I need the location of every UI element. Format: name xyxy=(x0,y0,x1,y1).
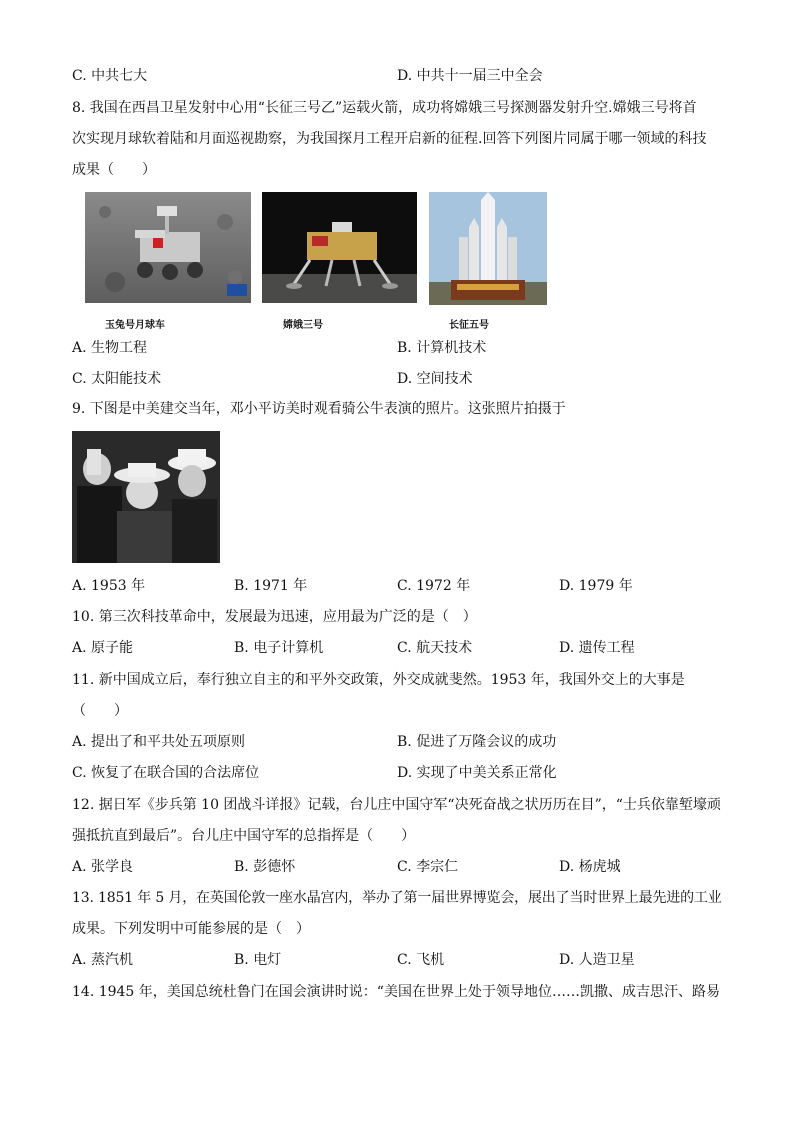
deng-xiaoping-photo xyxy=(72,431,220,563)
caption-change3: 嫦娥三号 xyxy=(283,320,323,331)
option-d: D. 1979 年 xyxy=(559,578,633,594)
option-c: C. 航天技术 xyxy=(397,640,473,656)
q9-stem-line1: 9. 下图是中美建交当年，邓小平访美时观看骑公牛表演的照片。这张照片拍摄于 xyxy=(72,401,566,417)
option-b: B. 电子计算机 xyxy=(234,640,324,656)
option-d: D. 人造卫星 xyxy=(559,952,635,968)
option-a: A. 1953 年 xyxy=(72,578,146,594)
q11-stem-line1: 11. 新中国成立后，奉行独立自主的和平外交政策，外交成就斐然。1953 年，我国外交上的大事是 xyxy=(72,672,685,688)
option-a: A. 蒸汽机 xyxy=(72,952,134,968)
q11-stem-line2: （ ） xyxy=(72,703,128,719)
option-b: B. 计算机技术 xyxy=(397,340,487,356)
option-a: A. 张学良 xyxy=(72,859,134,875)
q13-stem-line1: 13. 1851 年 5 月，在英国伦敦一座水晶宫内，举办了第一届世界博览会，展出了当时世界上最先进的工业 xyxy=(72,890,722,906)
option-d: D. 杨虎城 xyxy=(559,859,621,875)
option-c: C. 太阳能技术 xyxy=(72,371,162,387)
long-march-5-image xyxy=(429,192,547,305)
option-b: B. 1971 年 xyxy=(234,578,308,594)
q8-stem-line2: 次实现月球软着陆和月面巡视勘察，为我国探月工程开启新的征程.回答下列图片同属于哪一领域的科技 xyxy=(72,131,707,147)
option-b: B. 促进了万隆会议的成功 xyxy=(397,734,557,750)
q12-stem-line1: 12. 据日军《步兵第 10 团战斗详报》记载，台儿庄中国守军“决死奋战之状历历在目”，“士兵依靠堑壕顽 xyxy=(72,797,721,813)
option-d: D. 中共十一届三中全会 xyxy=(397,68,543,84)
q8-stem-line1: 8. 我国在西昌卫星发射中心用“长征三号乙”运载火箭，成功将嫦娥三号探测器发射升空.嫦娥三号将首 xyxy=(72,100,697,116)
option-d: D. 遗传工程 xyxy=(559,640,635,656)
option-c: C. 飞机 xyxy=(397,952,445,968)
option-a: A. 提出了和平共处五项原则 xyxy=(72,734,246,750)
option-c: C. 李宗仁 xyxy=(397,859,459,875)
q8-stem-line3: 成果（ ） xyxy=(72,162,156,178)
option-c: C. 1972 年 xyxy=(397,578,471,594)
caption-yutu: 玉兔号月球车 xyxy=(105,320,165,331)
change3-lander-image xyxy=(262,192,417,303)
option-c: C. 中共七大 xyxy=(72,68,148,84)
q13-stem-line2: 成果。下列发明中可能参展的是（ ） xyxy=(72,921,310,937)
option-d: D. 实现了中美关系正常化 xyxy=(397,765,557,781)
option-d: D. 空间技术 xyxy=(397,371,473,387)
yutu-rover-image xyxy=(85,192,251,303)
q10-stem-line1: 10. 第三次科技革命中，发展最为迅速，应用最为广泛的是（ ） xyxy=(72,609,477,625)
option-a: A. 原子能 xyxy=(72,640,134,656)
option-b: B. 电灯 xyxy=(234,952,282,968)
caption-long-march-5: 长征五号 xyxy=(449,320,489,331)
option-b: B. 彭德怀 xyxy=(234,859,296,875)
option-a: A. 生物工程 xyxy=(72,340,148,356)
q12-stem-line2: 强抵抗直到最后”。台儿庄中国守军的总指挥是（ ） xyxy=(72,828,416,844)
q14-stem-line1: 14. 1945 年，美国总统杜鲁门在国会演讲时说：“美国在世界上处于领导地位……凯撒、成吉思汗、路易 xyxy=(72,984,720,1000)
option-c: C. 恢复了在联合国的合法席位 xyxy=(72,765,260,781)
